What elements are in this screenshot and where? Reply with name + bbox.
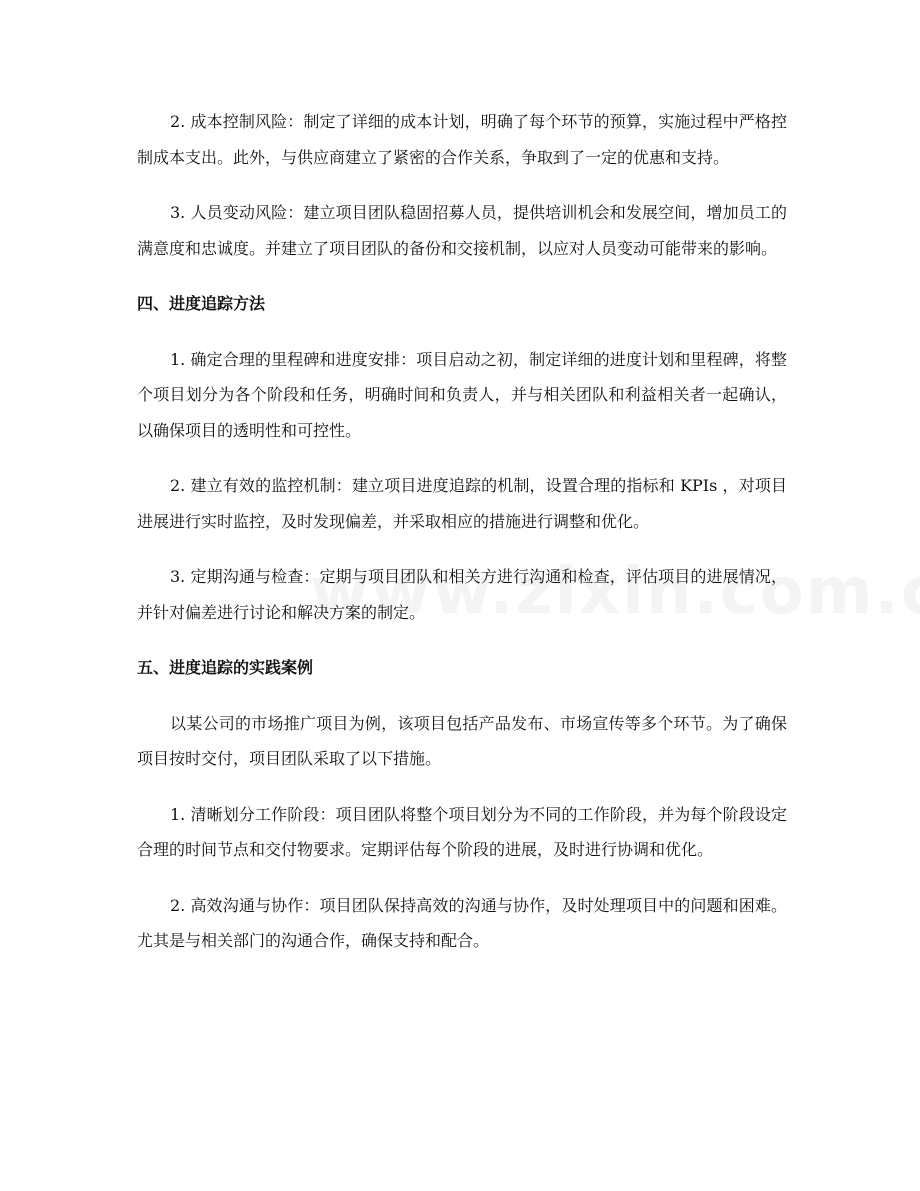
paragraph-communication-collaboration: 2. 高效沟通与协作：项目团队保持高效的沟通与协作，及时处理项目中的问题和困难。尤其是与相关部门的沟通合作，确保支持和配合。 bbox=[137, 895, 787, 950]
paragraph-case-intro: 以某公司的市场推广项目为例，该项目包括产品发布、市场宣传等多个环节。为了确保项目按时交付，项目团队采取了以下措施。 bbox=[137, 713, 787, 768]
document-body bbox=[137, 104, 787, 979]
paragraph-monitoring-mechanism: 2. 建立有效的监控机制：建立项目进度追踪的机制，设置合理的指标和 KPIs ，对项目进展进行实时监控，及时发现偏差，并采取相应的措施进行调整和优化。 bbox=[137, 476, 787, 531]
paragraph-cost-control-risk: 2. 成本控制风险：制定了详细的成本计划，明确了每个环节的预算，实施过程中严格控制成本支出。此外，与供应商建立了紧密的合作关系，争取到了一定的优惠和支持。 bbox=[137, 112, 787, 167]
paragraph-milestones: 1. 确定合理的里程碑和进度安排：项目启动之初，制定详细的进度计划和里程碑，将整个项目划分为各个阶段和任务，明确时间和负责人，并与相关团队和利益相关者一起确认，以确保项目的透明性和可控性。 bbox=[137, 349, 787, 440]
paragraph-personnel-change-risk: 3. 人员变动风险：建立项目团队稳固招募人员，提供培训机会和发展空间，增加员工的满意度和忠诚度。并建立了项目团队的备份和交接机制，以应对人员变动可能带来的影响。 bbox=[137, 203, 787, 258]
paragraph-regular-communication: 3. 定期沟通与检查：定期与项目团队和相关方进行沟通和检查，评估项目的进展情况，并针对偏差进行讨论和解决方案的制定。 bbox=[137, 567, 787, 622]
paragraph-work-phases: 1. 清晰划分工作阶段：项目团队将整个项目划分为不同的工作阶段，并为每个阶段设定合理的时间节点和交付物要求。定期评估每个阶段的进展，及时进行协调和优化。 bbox=[137, 804, 787, 859]
section-heading-progress-tracking-methods: 四、进度追踪方法 bbox=[137, 294, 266, 313]
section-heading-practice-case: 五、进度追踪的实践案例 bbox=[137, 658, 314, 677]
